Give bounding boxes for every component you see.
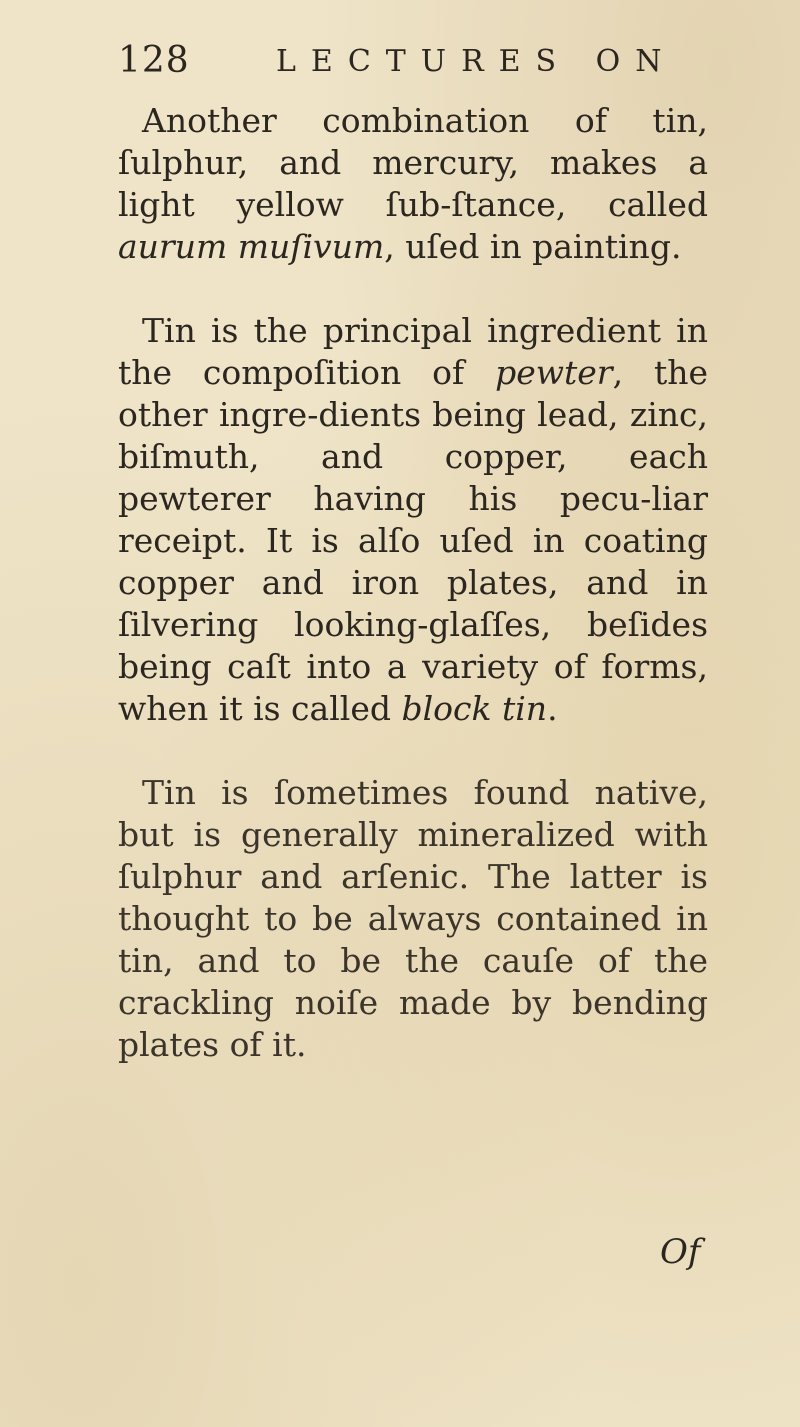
paragraph-1-italic-term: aurum muſivum — [118, 227, 385, 266]
paragraph-native-tin: Tin is ſometimes found native, but is generally mineralized with ſulphur and arſenic. The latter is thought to be always contained in tin, and to be the cauſe of the crackling noiſe made by bending plates of it. — [118, 773, 708, 1064]
paragraph-2-text-end: . — [547, 689, 558, 728]
paragraph-2-text-start: Tin is the principal ingredient in the compoſition of — [118, 311, 708, 392]
page-number: 128 — [118, 40, 190, 81]
paragraph-1-text-start: Another combination of tin, ſulphur, and mercury, makes a light yellow ſub-ſtance, called — [118, 101, 708, 224]
paragraph-pewter — [118, 310, 708, 730]
page-header — [118, 40, 718, 90]
catchword: Of — [660, 1232, 701, 1272]
body-text — [118, 100, 708, 1066]
paragraph-1-text-end: , uſed in painting. — [384, 227, 682, 266]
paragraph-2-italic-term: pewter — [495, 353, 613, 392]
paragraph-aurum-musivum — [118, 100, 708, 268]
paragraph-2-italic-term-2: block tin — [401, 689, 548, 728]
running-head: LECTURES ON — [276, 44, 677, 79]
paragraph-2-text-middle: , the other ingre-dients being lead, zinc, biſmuth, and copper, each pewterer having his pecu-liar receipt. It is alſo uſed in coating copper and iron plates, and in ſilvering looking-glaſſes, beſides being caſt into a variety of forms, when it is called — [118, 353, 708, 728]
